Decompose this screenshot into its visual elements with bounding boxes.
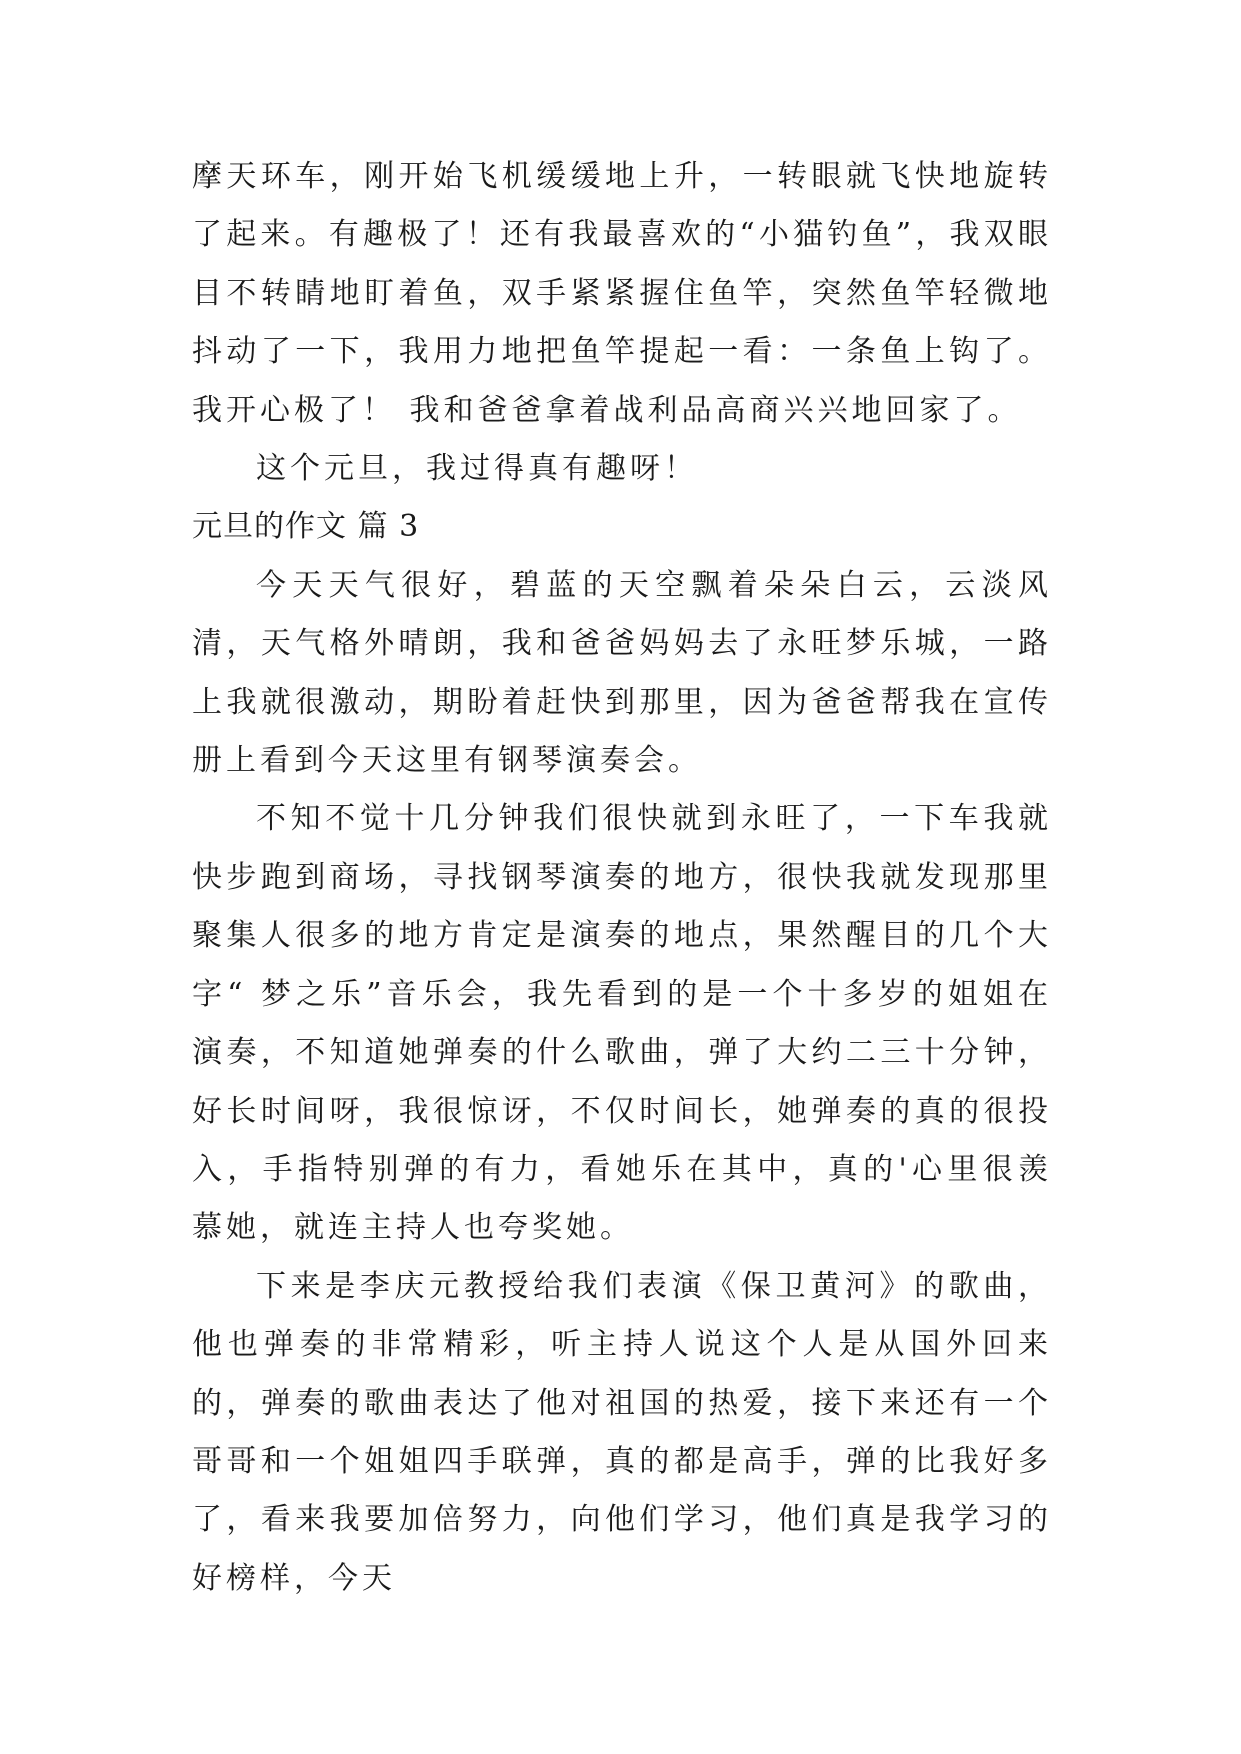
document-body [192,148,1052,1608]
paragraph: 不知不觉十几分钟我们很快就到永旺了，一下车我就快步跑到商场，寻找钢琴演奏的地方，很快我就发现那里聚集人很多的地方肯定是演奏的地点，果然醒目的几个大字“ 梦之乐”音乐会，我先看到的是一个十多岁的姐姐在演奏，不知道她弹奏的什么歌曲，弹了大约二三十分钟，好长时间呀，我很惊讶，不仅时间长，她弹奏的真的很投入，手指特别弹的有力，看她乐在其中，真的'心里很羡慕她，就连主持人也夸奖她。 [192,801,1052,1246]
paragraph-conclusion: 这个元旦，我过得真有趣呀！ [256,451,698,487]
paragraph: 下来是李庆元教授给我们表演《保卫黄河》的歌曲，他也弹奏的非常精彩，听主持人说这个人是从国外回来的，弹奏的歌曲表达了他对祖国的热爱，接下来还有一个哥哥和一个姐姐四手联弹，真的都是高手，弹的比我好多了，看来我要加倍努力，向他们学习，他们真是我学习的好榜样，今天 [192,1268,1052,1596]
paragraph-continued: 摩天环车，刚开始飞机缓缓地上升，一转眼就飞快地旋转了起来。有趣极了！还有我最喜欢的“小猫钓鱼”，我双眼目不转睛地盯着鱼，双手紧紧握住鱼竿，突然鱼竿轻微地抖动了一下，我用力地把鱼竿提起一看：一条鱼上钩了。我开心极了！ 我和爸爸拿着战利品高商兴兴地回家了。 [192,159,1052,428]
section-heading: 元旦的作文 篇 3 [192,509,420,545]
paragraph: 今天天气很好，碧蓝的天空飘着朵朵白云，云淡风清，天气格外晴朗，我和爸爸妈妈去了永旺梦乐城，一路上我就很激动，期盼着赶快到那里，因为爸爸帮我在宣传册上看到今天这里有钢琴演奏会。 [192,567,1052,779]
